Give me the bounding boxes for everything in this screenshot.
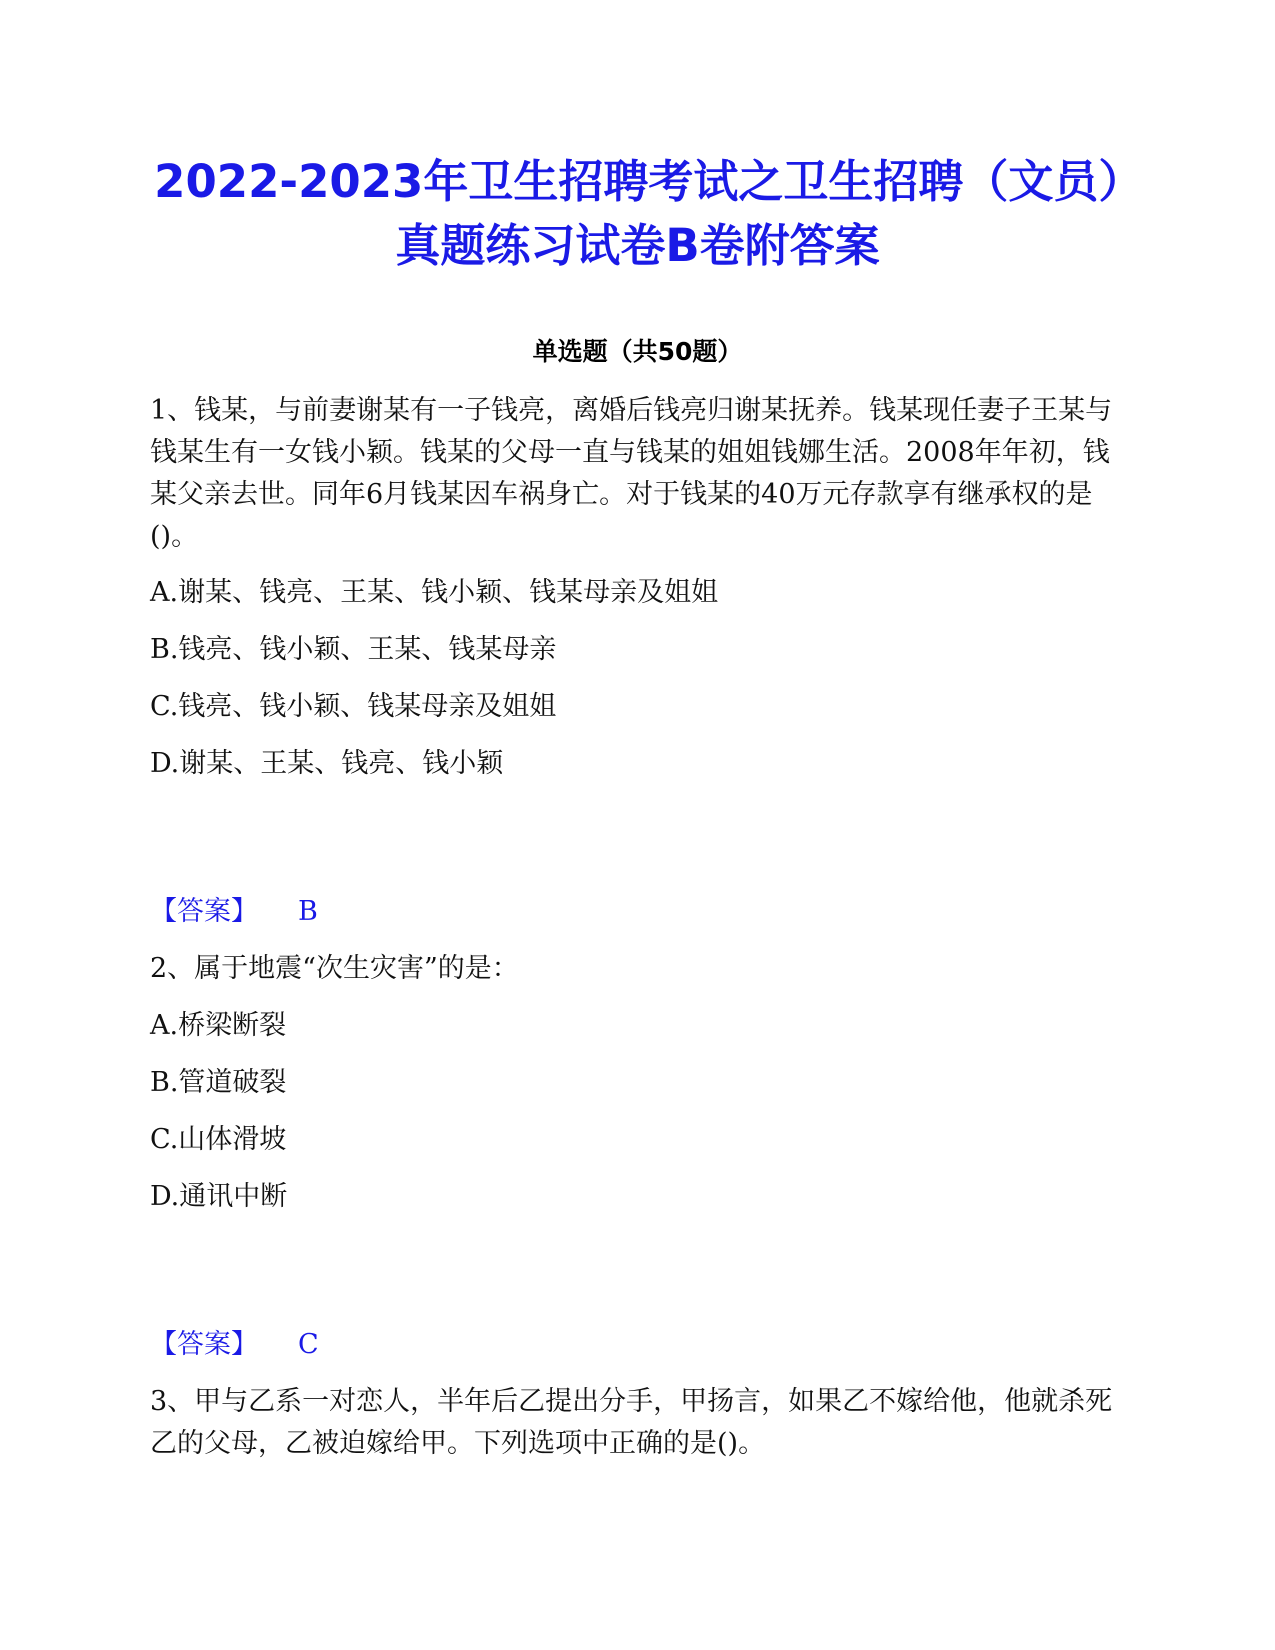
answer-value: B — [298, 896, 318, 927]
question-1-option-d: D.谢某、王某、钱亮、钱小颖 — [150, 748, 504, 779]
question-2-option-d: D.通讯中断 — [150, 1181, 288, 1212]
question-1-option-a: A.谢某、钱亮、王某、钱小颖、钱某母亲及姐姐 — [150, 577, 719, 608]
question-2-answer — [150, 1324, 319, 1366]
answer-label: 【答案】 — [150, 896, 258, 927]
question-2-option-b: B.管道破裂 — [150, 1067, 287, 1098]
answer-value: C — [298, 1329, 319, 1360]
question-1-option-b: B.钱亮、钱小颖、王某、钱某母亲 — [150, 634, 557, 665]
section-heading: 单选题（共50题） — [532, 337, 743, 366]
question-1-stem: 1、钱某，与前妻谢某有一子钱亮，离婚后钱亮归谢某抚养。钱某现任妻子王某与钱某生有一女钱小颖。钱某的父母一直与钱某的姐姐钱娜生活。2008年年初，钱某父亲去世。同年6月钱某因车祸身亡。对于钱某的40万元存款享有继承权的是()。 — [150, 395, 1113, 552]
question-1-answer — [150, 891, 318, 933]
question-3-stem: 3、甲与乙系一对恋人，半年后乙提出分手，甲扬言，如果乙不嫁给他，他就杀死乙的父母，乙被迫嫁给甲。下列选项中正确的是()。 — [150, 1386, 1113, 1459]
answer-label: 【答案】 — [150, 1329, 258, 1360]
question-2-option-c: C.山体滑坡 — [150, 1124, 287, 1155]
question-2-option-a: A.桥梁断裂 — [150, 1010, 287, 1041]
document-title: 2022-2023年卫生招聘考试之卫生招聘（文员）真题练习试卷B卷附答案 — [154, 155, 1121, 272]
question-2-stem: 2、属于地震“次生灾害”的是： — [150, 953, 519, 984]
question-1-option-c: C.钱亮、钱小颖、钱某母亲及姐姐 — [150, 691, 557, 722]
